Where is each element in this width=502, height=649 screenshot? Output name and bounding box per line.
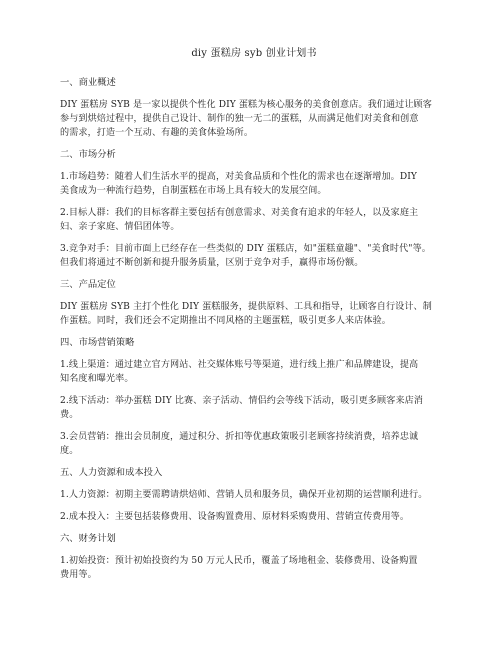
paragraph-line: 费用等。 xyxy=(60,570,97,580)
paragraph-line: 1.初始投资：预计初始投资约为 50 万元人民币，覆盖了场地租金、装修费用、设备购置 xyxy=(60,556,418,566)
section-heading: 二、市场分析 xyxy=(60,149,116,160)
paragraph xyxy=(60,170,448,198)
paragraph-line: 2.目标人群：我们的目标客群主要包括有创意需求、对美食有追求的年轻人，以及家庭主 xyxy=(60,208,419,218)
paragraph-line: 妇、亲子家庭、情侣团体等。 xyxy=(60,222,180,232)
paragraph-line: DIY 蛋糕房 SYB 是一家以提供个性化 DIY 蛋糕为核心服务的美食创意店。我们通过让顾客 xyxy=(60,100,432,110)
section-heading: 六、财务计划 xyxy=(60,533,116,544)
section-heading: 三、产品定位 xyxy=(60,279,116,290)
paragraph xyxy=(60,510,448,524)
paragraph-line: 美食成为一种流行趋势，自制蛋糕在市场上具有较大的发展空间。 xyxy=(60,186,327,196)
paragraph xyxy=(60,300,448,328)
paragraph-line: 2.线下活动：举办蛋糕 DIY 比赛、亲子活动、情侣约会等线下活动，吸引更多顾客来店消 xyxy=(60,396,424,406)
paragraph-line: 费。 xyxy=(60,410,79,420)
paragraph-line: DIY 蛋糕房 SYB 主打个性化 DIY 蛋糕服务，提供原料、工具和指导，让顾客自行设计、制 xyxy=(60,302,432,312)
paragraph xyxy=(60,430,448,458)
paragraph-line: 知名度和曝光率。 xyxy=(60,374,134,384)
paragraph-line: 的需求，打造一个互动、有趣的美食体验场所。 xyxy=(60,128,254,138)
section-heading: 一、商业概述 xyxy=(60,77,116,88)
paragraph-line: 参与到烘焙过程中，提供自己设计、制作的独一无二的蛋糕，从而满足他们对美食和创意 xyxy=(60,114,419,124)
section-heading: 四、市场营销策略 xyxy=(60,337,135,348)
paragraph xyxy=(60,488,448,502)
paragraph-line: 2.成本投入：主要包括装修费用、设备购置费用、原材料采购费用、营销宣传费用等。 xyxy=(60,512,410,522)
paragraph-line: 3.竞争对手：目前市面上已经存在一些类似的 DIY 蛋糕店，如"蛋糕童趣"、"美食时代"等。 xyxy=(60,244,431,254)
paragraph-line: 1.市场趋势：随着人们生活水平的提高，对美食品质和个性化的需求也在逐渐增加。DIY xyxy=(60,172,418,182)
paragraph xyxy=(60,98,448,140)
paragraph-line: 1.线上渠道：通过建立官方网站、社交媒体账号等渠道，进行线上推广和品牌建设，提高 xyxy=(60,360,419,370)
paragraph xyxy=(60,394,448,422)
paragraph-line: 度。 xyxy=(60,446,79,456)
paragraph xyxy=(60,206,448,234)
paragraph-line: 作蛋糕。同时，我们还会不定期推出不同风格的主题蛋糕，吸引更多人来店体验。 xyxy=(60,316,391,326)
paragraph-line: 3.会员营销：推出会员制度，通过积分、折扣等优惠政策吸引老顾客持续消费，培养忠诚 xyxy=(60,432,419,442)
paragraph-line: 但我们将通过不断创新和提升服务质量，区别于竞争对手，赢得市场份额。 xyxy=(60,258,364,268)
section-heading: 五、人力资源和成本投入 xyxy=(60,467,163,478)
paragraph-line: 1.人力资源：初期主要需聘请烘焙师、营销人员和服务员，确保开业初期的运营顺利进行。 xyxy=(60,490,428,500)
paragraph xyxy=(60,242,448,270)
paragraph xyxy=(60,358,448,386)
document-body xyxy=(60,76,448,582)
document-title: diy 蛋糕房 syb 创业计划书 xyxy=(191,48,317,59)
paragraph xyxy=(60,554,448,582)
